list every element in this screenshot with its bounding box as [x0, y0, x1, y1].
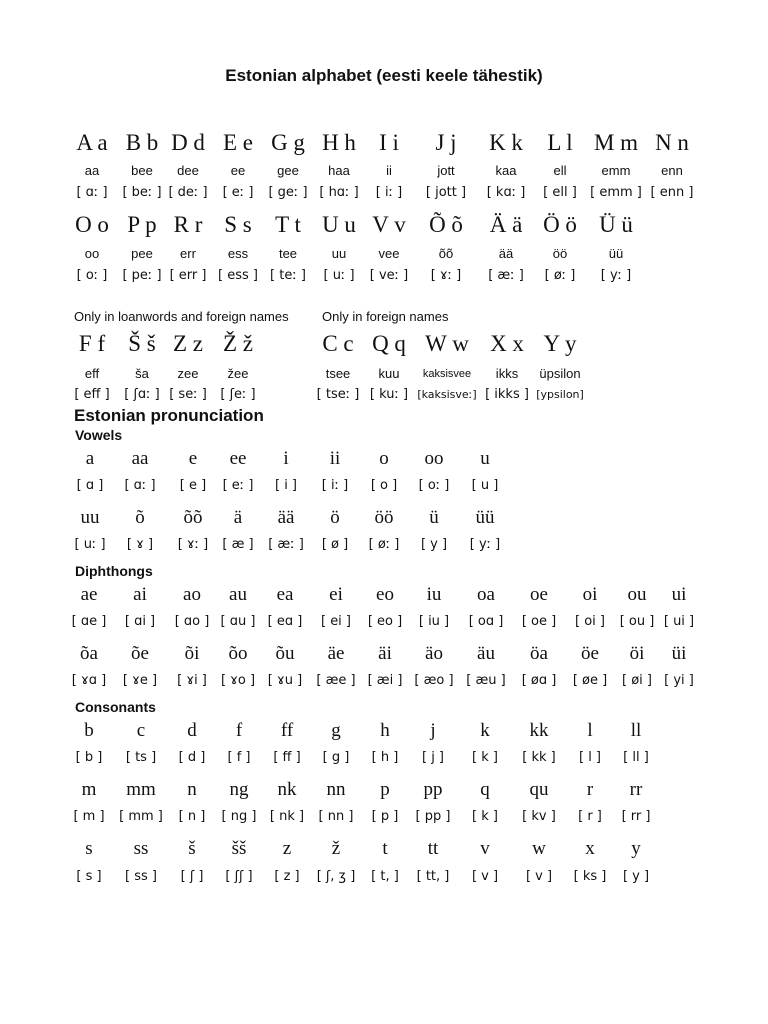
consonants-row-2-ipa-item: [ nk ] — [269, 809, 305, 824]
diphthongs-row-1-letters-item: ou — [627, 584, 647, 605]
consonants-row-1-ipa-item: [ kk ] — [522, 750, 556, 765]
consonants-row-1-ipa-item: [ ll ] — [623, 750, 649, 765]
consonants-row-3-letters — [0, 838, 768, 868]
diphthongs-row-2-ipa-item: [ æu ] — [466, 673, 506, 688]
vowels-row-1-ipa-item: [ u ] — [471, 478, 499, 493]
consonants-row-3-ipa-item: [ ʃʃ ] — [225, 869, 253, 884]
alphabet-row-1-ipa — [0, 185, 768, 215]
consonants-row-3-ipa-item: [ s ] — [76, 869, 102, 884]
alphabet-row-1-ipa-item: [ emm ] — [590, 185, 642, 200]
vowels-row-2-letters-item: õõ — [183, 507, 203, 528]
diphthongs-row-1-ipa-item: [ ui ] — [663, 614, 695, 629]
alphabet-row-3-names-item: žee — [227, 366, 249, 381]
alphabet-row-2-letters-item: T t — [275, 212, 301, 237]
alphabet-row-2-letters-item: Ä ä — [489, 212, 523, 237]
consonants-row-1-ipa-item: [ d ] — [178, 750, 206, 765]
consonants-row-1-letters — [0, 720, 768, 750]
consonants-row-3-ipa-item: [ ʃ, ʒ ] — [316, 869, 356, 884]
alphabet-row-1-letters-item: N n — [655, 130, 689, 155]
alphabet-row-2-names-item: ää — [498, 246, 514, 261]
alphabet-row-2-names-item: pee — [131, 246, 153, 261]
consonants-row-3-ipa-item: [ y ] — [622, 869, 650, 884]
page-title: Estonian alphabet (eesti keele tähestik) — [225, 66, 543, 85]
alphabet-row-3-letters-item: C c — [322, 331, 354, 356]
alphabet-row-3-names-item: tsee — [325, 366, 351, 381]
vowels-row-1-letters-item: u — [480, 448, 490, 469]
consonants-row-3-ipa-item: [ t, ] — [371, 869, 399, 884]
vowels-row-1-ipa — [0, 478, 768, 508]
diphthongs-row-2-letters-item: õe — [131, 643, 149, 664]
diphthongs-row-2-letters-item: õi — [184, 643, 200, 664]
consonants-row-1-letters-item: b — [84, 720, 94, 741]
consonants-row-2-ipa-item: [ m ] — [73, 809, 105, 824]
diphthongs-row-1-letters-item: ae — [80, 584, 98, 605]
diphthongs-row-2-letters-item: õa — [80, 643, 98, 664]
consonants-row-3-letters-item: š — [188, 838, 196, 859]
diphthongs-row-1-ipa-item: [ ɑi ] — [124, 614, 156, 629]
consonants-row-2-letters-item: ng — [229, 779, 249, 800]
diphthongs-row-2-ipa-item: [ øɑ ] — [521, 673, 557, 688]
diphthongs-row-1-letters-item: ai — [133, 584, 147, 605]
diphthongs-row-1-letters-item: ei — [329, 584, 343, 605]
vowels-row-2-ipa-item: [ yː ] — [469, 537, 501, 552]
alphabet-row-2-ipa-item: [ ɤː ] — [430, 268, 462, 283]
consonants-row-1-ipa-item: [ ts ] — [125, 750, 157, 765]
alphabet-row-1-ipa-item: [ iː ] — [375, 185, 403, 200]
alphabet-row-2-names-item: tee — [278, 246, 298, 261]
alphabet-row-3-names-item: eff — [84, 366, 100, 381]
alphabet-row-2-ipa-item: [ veː ] — [369, 268, 409, 283]
consonants-row-2-letters-item: qu — [529, 779, 549, 800]
alphabet-row-2-letters-item: O o — [75, 212, 109, 237]
consonants-row-2-letters-item: mm — [126, 779, 156, 800]
diphthongs-row-2-ipa-item: [ yi ] — [664, 673, 694, 688]
vowels-row-1-letters-item: ii — [329, 448, 341, 469]
alphabet-row-1-names-item: ee — [230, 163, 246, 178]
diphthongs-row-2-letters-item: äo — [425, 643, 443, 664]
diphthongs-row-1-letters-item: au — [229, 584, 247, 605]
alphabet-row-1-ipa-item: [ beː ] — [122, 185, 162, 200]
vowels-row-2-ipa-item: [ ø ] — [321, 537, 349, 552]
consonants-label: Consonants — [75, 699, 156, 715]
consonants-row-1-ipa-item: [ b ] — [75, 750, 103, 765]
vowels-row-1-ipa-item: [ iː ] — [321, 478, 349, 493]
vowels-row-2-letters-item: ü — [429, 507, 439, 528]
vowels-row-1-letters-item: o — [379, 448, 389, 469]
alphabet-row-3-ipa-item: [ kuː ] — [369, 387, 409, 402]
alphabet-row-2-ipa-item: [ æː ] — [488, 268, 524, 283]
vowels-row-2-letters-item: ö — [330, 507, 340, 528]
alphabet-row-1-names-item: haa — [328, 163, 350, 178]
consonants-row-1-ipa-item: [ l ] — [578, 750, 602, 765]
diphthongs-row-1-ipa-item: [ iu ] — [418, 614, 450, 629]
alphabet-row-1-letters-item: B b — [125, 130, 159, 155]
alphabet-row-1-ipa-item: [ hɑː ] — [319, 185, 359, 200]
diphthongs-row-2-ipa-item: [ ɤo ] — [220, 673, 256, 688]
alphabet-row-3-ipa-item: [ seː ] — [169, 387, 207, 402]
alphabet-row-1-letters-item: G g — [271, 130, 305, 155]
vowels-row-2-letters-item: ää — [277, 507, 295, 528]
alphabet-row-2-names-item: vee — [378, 246, 400, 261]
diphthongs-row-1-letters-item: ui — [671, 584, 687, 605]
consonants-row-2-letters — [0, 779, 768, 809]
vowels-row-1-ipa-item: [ eː ] — [222, 478, 254, 493]
consonants-row-1-ipa-item: [ j ] — [421, 750, 445, 765]
diphthongs-row-1-letters-item: ao — [183, 584, 201, 605]
alphabet-row-1-letters-item: K k — [489, 130, 523, 155]
consonants-row-2-ipa-item: [ k ] — [472, 809, 498, 824]
alphabet-row-3-names-item: ikks — [495, 366, 519, 381]
vowels-row-2-ipa-item: [ ɤ ] — [126, 537, 154, 552]
alphabet-row-2-ipa-item: [ oː ] — [76, 268, 108, 283]
consonants-row-2-letters-item: nn — [326, 779, 346, 800]
alphabet-row-2-ipa-item: [ ess ] — [218, 268, 258, 283]
diphthongs-row-1-ipa-item: [ oe ] — [521, 614, 557, 629]
consonants-row-1-letters-item: f — [235, 720, 243, 741]
alphabet-row-3-ipa-item: [kaksisveː] — [417, 388, 477, 401]
consonants-row-2-ipa-item: [ kv ] — [522, 809, 556, 824]
alphabet-row-3-names-item: üpsilon — [539, 366, 581, 381]
alphabet-row-1-names-item: dee — [177, 163, 199, 178]
alphabet-row-1-names-item: enn — [661, 163, 683, 178]
consonants-row-2-letters-item: rr — [629, 779, 643, 800]
alphabet-row-1-ipa-item: [ ɑː ] — [76, 185, 108, 200]
alphabet-row-2-letters-item: R r — [173, 212, 203, 237]
consonants-row-1-ipa-item: [ g ] — [322, 750, 350, 765]
alphabet-row-2-ipa-item: [ øː ] — [544, 268, 576, 283]
vowels-row-1-letters-item: ee — [229, 448, 247, 469]
consonants-row-3-letters-item: x — [585, 838, 595, 859]
diphthongs-row-2-letters-item: äi — [378, 643, 392, 664]
alphabet-row-3-names-item: ša — [135, 366, 149, 381]
consonants-row-1-letters-item: c — [136, 720, 146, 741]
diphthongs-row-2-ipa-item: [ ɤɑ ] — [71, 673, 107, 688]
alphabet-row-2-ipa-item: [ teː ] — [270, 268, 306, 283]
alphabet-row-3-names-item: zee — [177, 366, 199, 381]
diphthongs-row-1-ipa-item: [ eo ] — [367, 614, 403, 629]
diphthongs-row-1-ipa — [0, 614, 768, 644]
alphabet-row-2-names-item: ess — [227, 246, 249, 261]
consonants-row-3-letters-item: w — [532, 838, 546, 859]
diphthongs-row-1-letters-item: oa — [477, 584, 495, 605]
vowels-row-1-letters — [0, 448, 768, 478]
alphabet-row-1-letters-item: I i — [379, 130, 399, 155]
alphabet-row-3-letters-item: Š š — [128, 331, 156, 356]
diphthongs-row-2-ipa-item: [ æo ] — [414, 673, 454, 688]
diphthongs-row-1-ipa-item: [ ɑe ] — [71, 614, 107, 629]
alphabet-row-1-names-item: ii — [386, 163, 392, 178]
vowels-row-1-ipa-item: [ i ] — [274, 478, 298, 493]
consonants-row-3-letters-item: t — [382, 838, 388, 859]
diphthongs-row-1-letters-item: eo — [376, 584, 394, 605]
vowels-row-2-letters-item: üü — [475, 507, 495, 528]
consonants-row-2-ipa-item: [ pp ] — [415, 809, 451, 824]
consonants-row-3-ipa-item: [ v ] — [525, 869, 553, 884]
consonants-row-2-ipa-item: [ rr ] — [621, 809, 651, 824]
consonants-row-1-ipa-item: [ f ] — [227, 750, 251, 765]
consonants-row-3-letters-item: tt — [427, 838, 439, 859]
consonants-row-2-letters-item: r — [586, 779, 594, 800]
vowels-row-1-ipa-item: [ ɑ ] — [76, 478, 104, 493]
vowels-row-1-ipa-item: [ oː ] — [418, 478, 450, 493]
alphabet-row-1-ipa-item: [ jott ] — [425, 185, 467, 200]
vowels-row-1-letters-item: e — [188, 448, 198, 469]
consonants-row-2-letters-item: q — [480, 779, 490, 800]
alphabet-row-2-ipa-item: [ yː ] — [600, 268, 632, 283]
consonants-row-2-letters-item: p — [380, 779, 390, 800]
diphthongs-row-2-letters-item: äu — [477, 643, 495, 664]
foreign-names-label: Only in foreign names — [322, 309, 449, 324]
diphthongs-row-2-letters-item: öe — [581, 643, 599, 664]
diphthongs-row-2-letters-item: öi — [629, 643, 645, 664]
alphabet-row-1-letters-item: L l — [547, 130, 573, 155]
alphabet-row-3-ipa-item: [ ʃeː ] — [220, 387, 256, 402]
consonants-row-2-ipa-item: [ n ] — [178, 809, 206, 824]
diphthongs-row-2-ipa-item: [ æe ] — [316, 673, 356, 688]
alphabet-row-1-names-item: emm — [601, 163, 631, 178]
alphabet-row-1-ipa-item: [ eː ] — [222, 185, 254, 200]
consonants-row-2-ipa-item: [ nn ] — [318, 809, 354, 824]
alphabet-row-3-letters-item: W w — [425, 331, 469, 356]
consonants-row-3-ipa-item: [ v ] — [471, 869, 499, 884]
diphthongs-row-1-ipa-item: [ ei ] — [320, 614, 352, 629]
alphabet-row-3-letters-item: F f — [78, 331, 106, 356]
consonants-row-1-letters-item: l — [587, 720, 593, 741]
consonants-row-1-ipa-item: [ h ] — [371, 750, 399, 765]
alphabet-row-2-letters-item: Õ õ — [429, 212, 463, 237]
alphabet-row-2-letters — [0, 212, 768, 242]
alphabet-row-3-letters — [0, 331, 768, 361]
consonants-row-1-letters-item: d — [187, 720, 197, 741]
diphthongs-label: Diphthongs — [75, 563, 153, 579]
alphabet-row-1-ipa-item: [ kɑː ] — [486, 185, 526, 200]
consonants-row-2-letters-item: pp — [423, 779, 443, 800]
diphthongs-row-1-ipa-item: [ ɑu ] — [220, 614, 256, 629]
alphabet-row-2-letters-item: S s — [224, 212, 252, 237]
consonants-row-1-ipa — [0, 750, 768, 780]
alphabet-row-3-ipa-item: [ tseː ] — [316, 387, 360, 402]
consonants-row-2-letters-item: m — [81, 779, 97, 800]
alphabet-row-1-letters-item: J j — [435, 130, 457, 155]
consonants-row-1-letters-item: ff — [280, 720, 294, 741]
alphabet-row-1-names-item: ell — [553, 163, 567, 178]
diphthongs-row-2-letters-item: õo — [228, 643, 248, 664]
vowels-row-2-ipa-item: [ æː ] — [268, 537, 304, 552]
diphthongs-row-2-ipa-item: [ øe ] — [572, 673, 608, 688]
diphthongs-row-2-ipa-item: [ øi ] — [622, 673, 652, 688]
vowels-row-2-ipa-item: [ ɤː ] — [177, 537, 209, 552]
alphabet-row-2-letters-item: Ö ö — [543, 212, 577, 237]
consonants-row-3-ipa-item: [ ʃ ] — [180, 869, 204, 884]
diphthongs-row-2-ipa-item: [ æi ] — [367, 673, 403, 688]
vowels-row-2-letters-item: õ — [135, 507, 145, 528]
consonants-row-1-ipa-item: [ k ] — [472, 750, 498, 765]
consonants-row-3-ipa-item: [ tt, ] — [416, 869, 450, 884]
alphabet-row-3-names-item: kaksisvee — [422, 368, 472, 380]
consonants-row-1-letters-item: k — [480, 720, 490, 741]
alphabet-row-3-ipa-item: [ypsilon] — [536, 388, 584, 401]
loanwords-label: Only in loanwords and foreign names — [74, 309, 289, 324]
diphthongs-row-1-ipa-item: [ oɑ ] — [468, 614, 504, 629]
vowels-row-2-ipa-item: [ øː ] — [368, 537, 400, 552]
vowels-row-2-ipa-item: [ uː ] — [74, 537, 106, 552]
alphabet-row-3-ipa-item: [ ʃɑː ] — [124, 387, 160, 402]
vowels-row-1-ipa-item: [ e ] — [179, 478, 207, 493]
vowels-label: Vowels — [75, 427, 123, 443]
vowels-row-1-ipa-item: [ ɑː ] — [124, 478, 156, 493]
alphabet-row-1-letters-item: E e — [222, 130, 254, 155]
diphthongs-row-2-letters — [0, 643, 768, 673]
consonants-row-3-ipa-item: [ z ] — [274, 869, 300, 884]
consonants-row-3-ipa-item: [ ss ] — [125, 869, 157, 884]
vowels-row-1-letters-item: i — [283, 448, 289, 469]
diphthongs-row-1-letters-item: oe — [530, 584, 548, 605]
alphabet-row-2-letters-item: V v — [372, 212, 406, 237]
alphabet-row-1-letters-item: H h — [322, 130, 356, 155]
alphabet-row-1-names-item: gee — [277, 163, 299, 178]
diphthongs-row-2-letters-item: öa — [530, 643, 548, 664]
consonants-row-1-ipa-item: [ ff ] — [273, 750, 301, 765]
diphthongs-row-1-letters-item: oi — [582, 584, 598, 605]
alphabet-row-1-names-item: jott — [437, 163, 455, 178]
consonants-row-3-letters-item: v — [480, 838, 490, 859]
alphabet-row-2-ipa-item: [ peː ] — [122, 268, 162, 283]
alphabet-row-1-names-item: aa — [84, 163, 100, 178]
consonants-row-2-ipa-item: [ mm ] — [119, 809, 163, 824]
consonants-row-3-letters-item: y — [631, 838, 641, 859]
vowels-row-2-letters-item: öö — [374, 507, 394, 528]
alphabet-row-2-ipa-item: [ err ] — [169, 268, 207, 283]
alphabet-row-1-names-item: kaa — [495, 163, 517, 178]
diphthongs-row-2-ipa-item: [ ɤu ] — [267, 673, 303, 688]
alphabet-row-1-letters — [0, 130, 768, 160]
diphthongs-row-1-letters-item: iu — [426, 584, 442, 605]
consonants-row-2-ipa-item: [ ng ] — [221, 809, 257, 824]
consonants-row-1-letters-item: ll — [630, 720, 642, 741]
diphthongs-row-1-ipa-item: [ ɑo ] — [174, 614, 210, 629]
consonants-row-1-letters-item: h — [380, 720, 390, 741]
alphabet-row-1-ipa-item: [ geː ] — [268, 185, 308, 200]
vowels-row-2-letters — [0, 507, 768, 537]
vowels-row-1-ipa-item: [ o ] — [370, 478, 398, 493]
vowels-row-2-letters-item: uu — [80, 507, 100, 528]
alphabet-row-1-names-item: bee — [131, 163, 153, 178]
consonants-row-3-ipa-item: [ ks ] — [573, 869, 607, 884]
alphabet-row-2-letters-item: U u — [322, 212, 356, 237]
vowels-row-1-letters-item: a — [85, 448, 95, 469]
alphabet-row-1-letters-item: M m — [593, 130, 639, 155]
consonants-row-3-letters-item: z — [282, 838, 292, 859]
vowels-row-2-ipa-item: [ æ ] — [222, 537, 254, 552]
alphabet-row-3-ipa-item: [ ikks ] — [485, 387, 529, 402]
alphabet-row-2-names-item: üü — [608, 246, 624, 261]
consonants-row-1-letters-item: kk — [529, 720, 549, 741]
consonants-row-3-ipa — [0, 869, 768, 899]
vowels-row-2-letters-item: ä — [233, 507, 243, 528]
alphabet-row-2-names-item: uu — [331, 246, 347, 261]
alphabet-row-3-letters-item: Ž ž — [222, 331, 254, 356]
alphabet-row-1-letters-item: D d — [171, 130, 205, 155]
diphthongs-row-2-letters-item: õu — [275, 643, 295, 664]
alphabet-row-3-letters-item: Y y — [543, 331, 577, 356]
consonants-row-3-letters-item: šš — [231, 838, 247, 859]
diphthongs-row-1-ipa-item: [ oi ] — [575, 614, 605, 629]
diphthongs-row-2-ipa-item: [ ɤe ] — [122, 673, 158, 688]
diphthongs-row-2-letters-item: üi — [671, 643, 687, 664]
consonants-row-2-ipa-item: [ r ] — [578, 809, 602, 824]
alphabet-row-2-names-item: oo — [84, 246, 100, 261]
alphabet-row-2-names-item: õõ — [438, 246, 454, 261]
alphabet-row-2-names-item: err — [180, 246, 196, 261]
consonants-row-1-letters-item: j — [430, 720, 436, 741]
vowels-row-1-letters-item: aa — [131, 448, 149, 469]
consonants-row-3-letters-item: ss — [133, 838, 149, 859]
consonants-row-3-letters-item: ž — [331, 838, 341, 859]
diphthongs-row-1-letters — [0, 584, 768, 614]
diphthongs-row-1-ipa-item: [ ou ] — [619, 614, 655, 629]
consonants-row-2-ipa — [0, 809, 768, 839]
alphabet-row-3-names-item: kuu — [378, 366, 400, 381]
pronunciation-heading: Estonian pronunciation — [74, 406, 264, 425]
consonants-row-2-ipa-item: [ p ] — [371, 809, 399, 824]
alphabet-row-1-ipa-item: [ deː ] — [168, 185, 208, 200]
consonants-row-2-letters-item: n — [187, 779, 197, 800]
alphabet-row-3-letters-item: Z z — [172, 331, 204, 356]
alphabet-row-3-letters-item: X x — [490, 331, 524, 356]
diphthongs-row-2-ipa-item: [ ɤi ] — [177, 673, 207, 688]
alphabet-row-1-ipa-item: [ enn ] — [650, 185, 694, 200]
alphabet-row-1-ipa-item: [ ell ] — [543, 185, 577, 200]
vowels-row-2-ipa-item: [ y ] — [420, 537, 448, 552]
alphabet-row-1-letters-item: A a — [76, 130, 108, 155]
alphabet-row-2-letters-item: Ü ü — [599, 212, 633, 237]
diphthongs-row-2-letters-item: äe — [327, 643, 345, 664]
consonants-row-1-letters-item: g — [331, 720, 341, 741]
alphabet-row-3-letters-item: Q q — [372, 331, 406, 356]
consonants-row-3-letters-item: s — [85, 838, 93, 859]
alphabet-row-2-names-item: öö — [552, 246, 568, 261]
vowels-row-1-letters-item: oo — [424, 448, 444, 469]
alphabet-row-2-letters-item: P p — [127, 212, 157, 237]
diphthongs-row-1-letters-item: ea — [276, 584, 294, 605]
alphabet-row-3-ipa-item: [ eff ] — [74, 387, 110, 402]
alphabet-row-2-ipa — [0, 268, 768, 298]
diphthongs-row-1-ipa-item: [ eɑ ] — [267, 614, 303, 629]
consonants-row-2-letters-item: nk — [277, 779, 297, 800]
alphabet-row-2-ipa-item: [ uː ] — [323, 268, 355, 283]
